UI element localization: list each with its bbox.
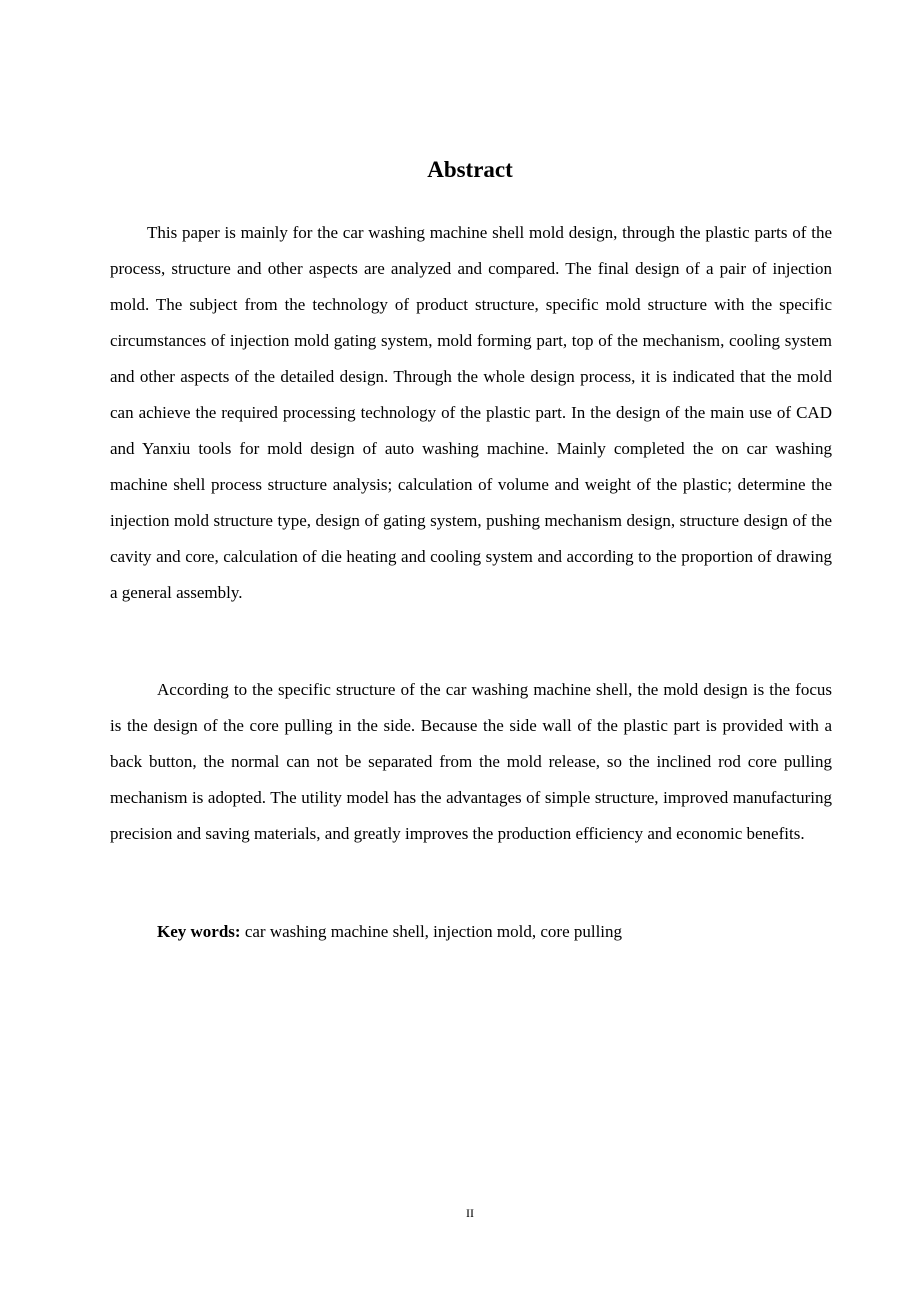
keywords-label: Key words: <box>157 922 241 941</box>
abstract-title: Abstract <box>427 157 513 182</box>
keywords-line <box>157 914 832 950</box>
abstract-paragraph-1: This paper is mainly for the car washing machine shell mold design, through the plastic parts of the process, structure and other aspects are analyzed and compared. The final design of a pair of injection mold. The subject from the technology of product structure, specific mold structure with the specific circumstances of injection mold gating system, mold forming part, top of the mechanism, cooling system and other aspects of the detailed design. Through the whole design process, it is indicated that the mold can achieve the required processing technology of the plastic part. In the design of the main use of CAD and Yanxiu tools for mold design of auto washing machine. Mainly completed the on car washing machine shell process structure analysis; calculation of volume and weight of the plastic; determine the injection mold structure type, design of gating system, pushing mechanism design, structure design of the cavity and core, calculation of die heating and cooling system and according to the proportion of drawing a general assembly. <box>110 223 832 602</box>
abstract-paragraph-2: According to the specific structure of the car washing machine shell, the mold design is the focus is the design of the core pulling in the side. Because the side wall of the plastic part is provided with a back button, the normal can not be separated from the mold release, so the inclined rod core pulling mechanism is adopted. The utility model has the advantages of simple structure, improved manufacturing precision and saving materials, and greatly improves the production efficiency and economic benefits. <box>110 680 832 843</box>
page-number: II <box>466 1206 474 1220</box>
keywords-text: car washing machine shell, injection mold, core pulling <box>240 922 623 941</box>
